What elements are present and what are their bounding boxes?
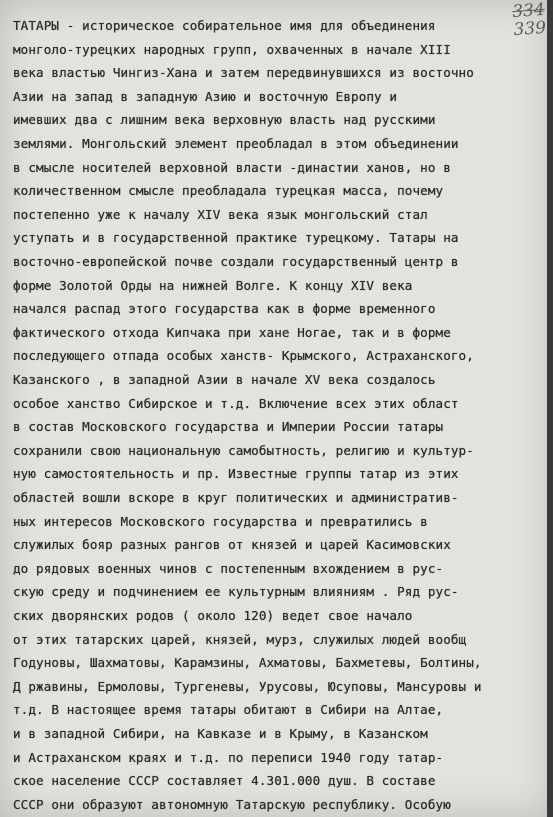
page-edge-shadow [547, 0, 553, 817]
folio-number [511, 1, 546, 39]
text-line: сохранили свою национальную самобытность, религию и культур- [13, 442, 474, 458]
text-line: форме Золотой Орды на нижней Волге. К концу XIV века [13, 277, 413, 293]
text-line: до рядовых военных чинов с постепенным вхождением в рус- [13, 560, 444, 576]
text-line: Годуновы, Шахматовы, Карамзины, Ахматовы, Бахметевы, Болтины, [13, 655, 482, 671]
text-line: т.д. В настоящее время татары обитают в Сибири на Алтае, [13, 702, 444, 718]
text-line: и Астраханском краях и т.д. по переписи 1940 году татар- [13, 749, 444, 765]
text-line: Д ржавины, Ермоловы, Тургеневы, Урусовы, Юсуповы, Мансуровы и [13, 678, 482, 694]
text-line: ское население СССР составляет 4.301.000 душ. В составе [13, 773, 436, 789]
text-line: особое ханство Сибирское и т.д. Включение всех этих област [13, 395, 459, 411]
folio-old: 334 [511, 0, 546, 23]
text-line: землями. Монгольский элемент преобладал в этом объединении [13, 136, 459, 151]
text-line: ТАТАРЫ - историческое собирательное имя для объединения [13, 18, 436, 33]
text-line: Азии на запад в западную Азию и восточную Европу и [13, 88, 398, 104]
text-line: уступать и в государственной практике турецкому. Татары на [13, 230, 459, 246]
text-line: количественном смысле преобладала турецкая масса, почему [13, 183, 444, 199]
text-line: ских дворянских родов ( около 120) ведет свое начало [13, 608, 413, 623]
text-line: в состав Московского государства и Империи России татары [13, 419, 444, 435]
folio-new: 339 [512, 17, 547, 41]
text-line: последующего отпада особых ханств- Крымского, Астраханского, [13, 348, 474, 364]
text-line: века властью Чингиз-Хана и затем передвинувшихся из восточно [13, 65, 474, 81]
text-line: имевших два с лишним века верховную власть над русскими [13, 112, 436, 128]
text-line: фактического отхода Кипчака при хане Ногае, так и в форме [13, 324, 451, 340]
text-line: служилых бояр разных рангов от князей и царей Касимовских [13, 537, 451, 553]
text-line: от этих татарских царей, князей, мурз, служилых людей вообщ [13, 631, 467, 647]
text-line: ных интересов Московского государства и превратились в [13, 513, 428, 529]
text-line: ную самостоятельность и пр. Известные группы татар из этих [13, 466, 459, 482]
text-line: начался распад этого государства как в форме временного [13, 301, 436, 317]
text-line: в смысле носителей верховной власти -династии ханов, но в [13, 159, 451, 175]
text-line: СССР они образуют автономную Татарскую республику. Особую [13, 796, 451, 812]
text-line: и в западной Сибири, на Кавказе и в Крыму, в Казанском [13, 726, 428, 741]
text-line: областей вошли вскоре в круг политических и административ- [13, 490, 459, 505]
text-line: восточно-европейской почве создали государственный центр в [13, 254, 459, 269]
text-line: постепенно уже к началу XIV века язык монгольский стал [13, 206, 428, 222]
text-line: скую среду и подчинением ее культурным влияниям . Ряд рус- [13, 584, 459, 600]
text-line: Казанского , в западной Азии в начале XV века создалось [13, 372, 436, 387]
text-line: монголо-турецких народных групп, охваченных в начале XIII [13, 41, 451, 57]
